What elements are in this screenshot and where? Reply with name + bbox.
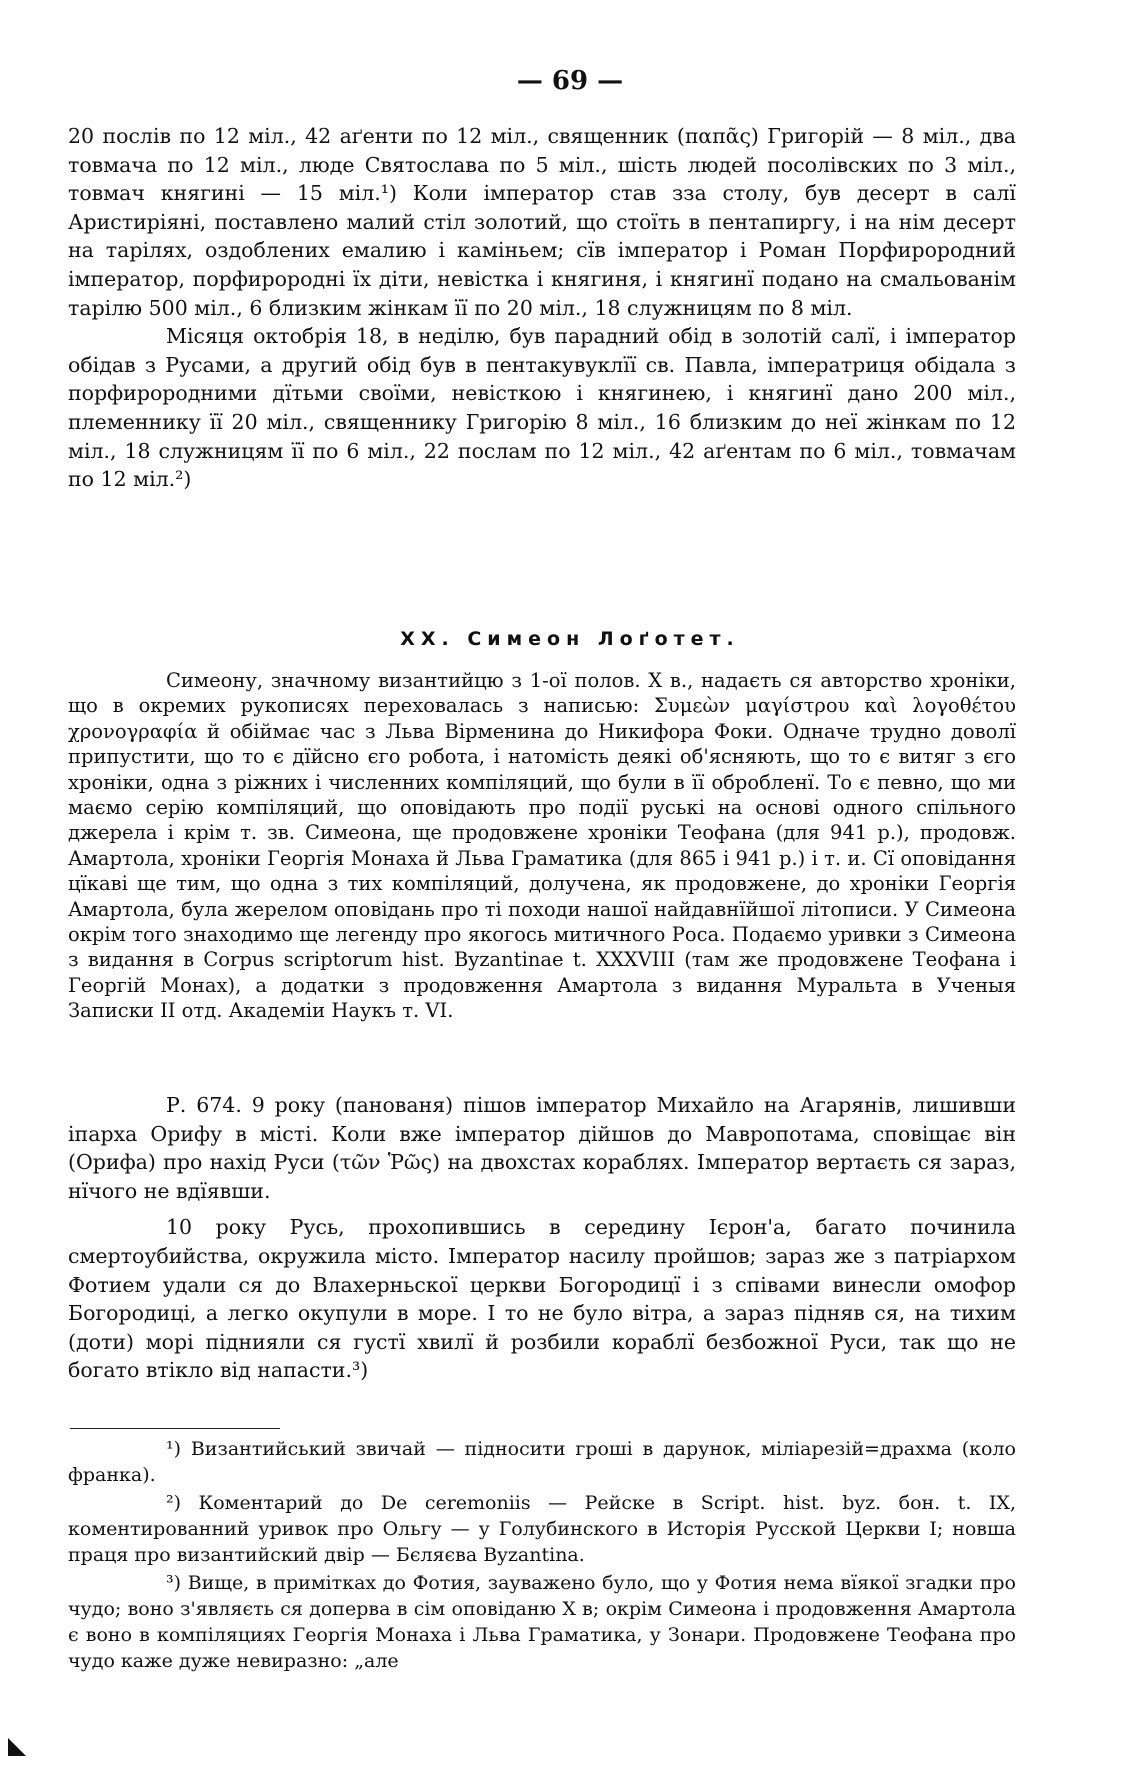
chronicle-excerpt xyxy=(68,1091,1016,1385)
section-intro xyxy=(68,668,1016,1024)
footnote: ¹) Византийський звичай — підносити гроші в дарунок, міліарезій=драхма (коло франка). xyxy=(68,1438,1016,1486)
footnotes xyxy=(68,1436,1016,1676)
paragraph: 20 послів по 12 міл., 42 аґенти по 12 міл., священник (παπᾶς) Григорій — 8 міл., два товмача по 12 міл., люде Святослава по 5 міл., шість людей посолівских по 3 міл., товмач княгині — 15 міл.¹) Коли імператор став зза столу, був десерт в салї Аристиріяні, поставлено малий стіл золотий, що стоїть в пентапиргу, і на нім десерт на тарілях, оздоблених емалию і каміньем; сїв імператор і Роман Порфирородний імператор, порфирородні їх діти, невістка і княгиня, і княгинї подано на смальованім тарілю 500 міл., 6 близким жінкам її по 20 міл., 18 служницям по 8 міл. xyxy=(68,124,1016,320)
paragraph: Місяця октобрія 18, в неділю, був парадний обід в золотій салї, і імператор обідав з Русами, а другий обід був в пентакувуклїї св. Павла, імператриця обідала з порфирородними дїтьми своїми, невісткою і княгинею, і княгинї дано 200 міл., племеннику її 20 міл., священнику Григорію 8 міл., 16 близким до неї жінкам по 12 міл., 18 служницям її по 6 міл., 22 послам по 12 міл., 42 аґентам по 6 міл., товмачам по 12 міл.²) xyxy=(68,324,1016,492)
footnote: ²) Коментарий до De ceremoniis — Рейске в Script. hist. byz. бон. t. IX, коментированний уривок про Ольгу — у Голубинского в Исторія Русской Церкви I; новша праця про византийский двір — Бєляєва Byzantina. xyxy=(68,1492,1016,1566)
footnote-divider xyxy=(70,1428,280,1429)
opening-text xyxy=(68,122,1016,494)
section-heading: XX. Симеон Лоґотет. xyxy=(400,628,740,650)
page-number: — 69 — xyxy=(516,66,624,96)
paragraph: Симеону, значному византийцю з 1-ої полов. X в., надаєть ся авторство хроніки, що в окремих рукописях переховалась з написью: Συμεὼν μαγίστρου καὶ λογοθέτου χρονογραφία й обіймає час з Льва Вірменина до Никифора Фоки. Одначе трудно доволї припустити, що то є дїйсно єго робота, і натомість деякі об'ясняють, що то є витяг з єго хроніки, одна з ріжних і численних компіляций, що були в її обробленї. То є певно, що ми маємо серію компіляций, що оповідають про події руські на основі одного спільного джерела і крім т. зв. Симеона, ще продовжене хроніки Теофана (для 941 р.), продовж. Амартола, хроніки Георгія Монаха й Льва Граматика (для 865 і 941 р.) і т. и. Сї оповідання цїкаві ще тим, що одна з тих компіляций, долучена, як продовжене, до хроніки Георгія Амартола, була жерелом оповідань про ті походи нашої найдавнїйшої літописи. У Симеона окрім того знаходимо ще легенду про якогось митичного Роса. Подаємо уривки з Симеона з видання в Corpus scriptorum hist. Byzantinae t. XXXVIII (там же продовжене Теофана і Георгій Монах), а додатки з продовження Амартола з видання Муральта в Ученыя Записки II отд. Академіи Наукъ т. VI. xyxy=(68,669,1016,1023)
paragraph: Р. 674. 9 року (панованя) пішов імператор Михайло на Агарянів, лишивши іпарха Орифу в місті. Коли вже імператор дійшов до Мавропотама, сповіщає він (Орифа) про нахід Руси (τῶν Ῥῶς) на двохстах кораблях. Імператор вертаєть ся зараз, нїчого не вдїявши. xyxy=(68,1093,1016,1203)
footnote: ³) Вище, в примітках до Фотия, зауважено було, що у Фотия нема вїякої згадки про чудо; воно з'являєть ся доперва в сім оповіданю X в; окрім Симеона і продовження Амартола є воно в компіляциях Георгія Монаха і Льва Граматика, у Зонари. Продовжене Теофана про чудо каже дуже невиразно: „але xyxy=(68,1572,1016,1672)
corner-triangle-icon xyxy=(8,1738,26,1756)
paragraph: 10 року Русь, прохопившись в середину Ієрон'а, багато починила смертоубийства, окружила місто. Імператор насилу пройшов; зараз же з патріархом Фотием удали ся до Влахерньскої церкви Богородицї і з співами винесли омофор Богородиці, а легко окупули в море. І то не було вітра, а зараз підняв ся, на тихим (доти) морі піднияли ся густї хвилї й розбили кораблї безбожної Руси, так що не богато втікло від напасти.³) xyxy=(68,1215,1016,1383)
